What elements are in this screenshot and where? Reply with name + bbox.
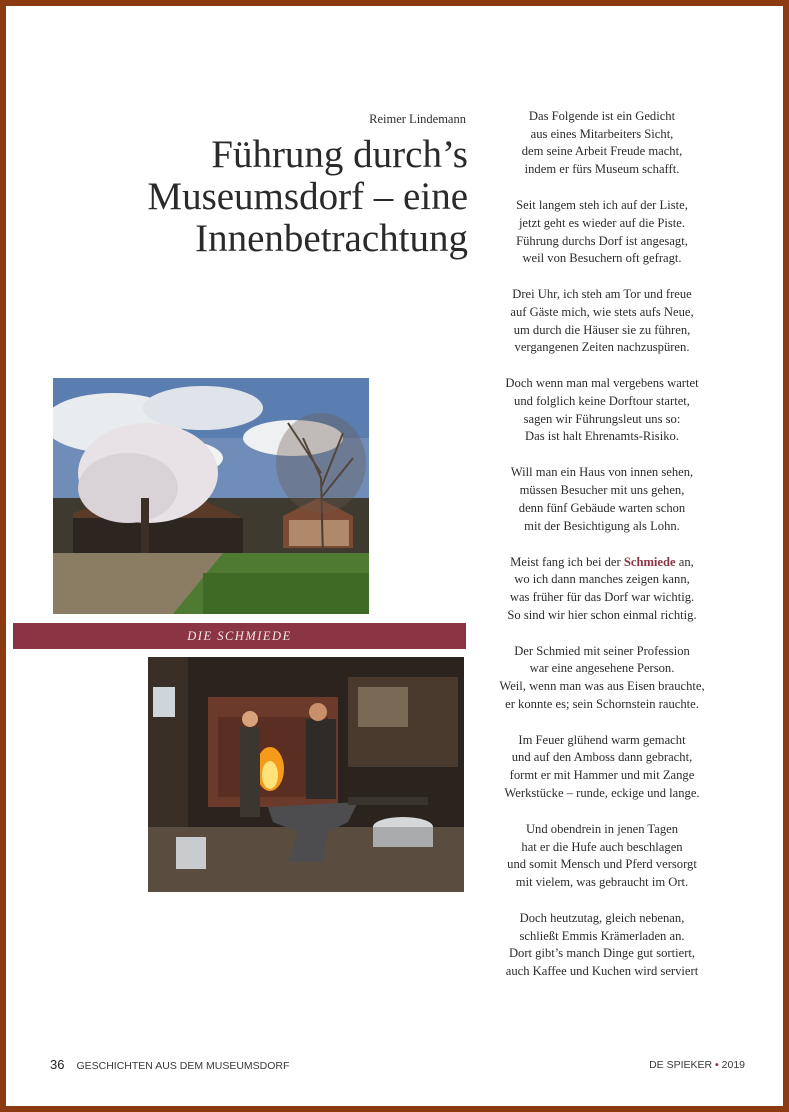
stanza (480, 197, 724, 268)
poem-line: Führung durchs Dorf ist angesagt, (516, 233, 688, 248)
stanza (480, 643, 724, 714)
poem-line: denn fünf Gebäude warten schon (518, 500, 686, 515)
article-title (90, 134, 468, 260)
poem-line (480, 554, 724, 572)
poem-line: mit der Besichtigung als Lohn. (524, 518, 680, 533)
title-line-3: Innenbetrachtung (195, 217, 468, 260)
page-number: 36 (50, 1057, 65, 1072)
poem-line: war eine angesehene Person. (529, 661, 675, 676)
poem-line: wo ich dann manches zeigen kann, (514, 572, 690, 587)
poem-line: jetzt geht es wieder auf die Piste. (518, 215, 686, 230)
stanza (480, 375, 724, 446)
title-line-1: Führung durch’s (211, 133, 468, 176)
poem-line: So sind wir hier schon einmal richtig. (507, 607, 697, 622)
poem-line: Doch heutzutag, gleich nebenan, (519, 910, 685, 925)
poem-line: Doch wenn man mal vergebens wartet (505, 376, 699, 391)
poem-line: formt er mit Hammer und mit Zange (509, 768, 695, 783)
poem-line: Weil, wenn man was aus Eisen brauchte, (499, 679, 705, 694)
poem-line: weil von Besuchern oft gefragt. (522, 251, 682, 266)
stanza (480, 286, 724, 357)
poem-line: Das Folgende ist ein Gedicht (528, 109, 676, 123)
poem-line: Das ist halt Ehrenamts-Risiko. (525, 429, 679, 444)
magazine-name: DE SPIEKER (649, 1059, 713, 1071)
poem-line: um durch die Häuser sie zu führen, (513, 322, 691, 337)
poem-line: mit vielem, was gebraucht im Ort. (515, 874, 689, 889)
separator-dot: • (715, 1059, 719, 1071)
title-line-2: Museumsdorf – eine (147, 175, 468, 218)
caption-bar: DIE SCHMIEDE (13, 623, 466, 649)
section-title: GESCHICHTEN AUS DEM MUSEUMSDORF (76, 1060, 290, 1072)
stanza (480, 910, 724, 981)
poem-line: Seit langem steh ich auf der Liste, (516, 198, 688, 213)
poem-line: Im Feuer glühend warm gemacht (518, 732, 686, 747)
poem-line: auf Gäste mich, wie stets aufs Neue, (510, 304, 694, 319)
highlight-schmiede: Schmiede (623, 554, 676, 569)
poem-line: indem er fürs Museum schafft. (524, 162, 680, 177)
poem (480, 108, 724, 999)
stanza (480, 554, 724, 625)
poem-line: müssen Besucher mit uns gehen, (519, 483, 685, 498)
poem-line: vergangenen Zeiten nachzuspüren. (514, 340, 690, 355)
poem-line: auch Kaffee und Kuchen wird serviert (505, 964, 699, 979)
issue-year: 2019 (721, 1059, 745, 1071)
footer-right (649, 1059, 745, 1071)
stanza (480, 732, 724, 803)
stanza (480, 108, 724, 179)
poem-line: Dort gibt’s manch Dinge gut sortiert, (508, 946, 696, 961)
poem-line: Drei Uhr, ich steh am Tor und freue (512, 287, 692, 302)
poem-line: und somit Mensch und Pferd versorgt (507, 857, 697, 872)
author-name: Reimer Lindemann (369, 112, 466, 126)
poem-line: aus eines Mitarbeiters Sicht, (530, 126, 674, 141)
poem-line: hat er die Hufe auch beschlagen (521, 839, 683, 854)
poem-line: er konnte es; sein Schornstein rauchte. (505, 696, 699, 711)
stanza (480, 821, 724, 892)
line-suffix: an, (675, 554, 694, 569)
poem-line: schließt Emmis Krämerladen an. (519, 928, 685, 943)
poem-line: und folglich keine Dorftour startet, (514, 394, 690, 409)
line-prefix: Meist fang ich bei der (510, 554, 624, 569)
poem-line: dem seine Arbeit Freude macht, (521, 144, 683, 159)
poem-line: was früher für das Dorf war wichtig. (509, 589, 695, 604)
poem-line: und auf den Amboss dann gebracht, (511, 750, 693, 765)
poem-line: Und obendrein in jenen Tagen (525, 821, 679, 836)
footer-left (50, 1057, 289, 1072)
poem-line: Werkstücke – runde, eckige und lange. (504, 785, 700, 800)
village-photo (53, 378, 369, 614)
poem-line: Will man ein Haus von innen sehen, (510, 465, 694, 480)
poem-line: sagen wir Führungsleut uns so: (523, 411, 681, 426)
stanza (480, 464, 724, 535)
poem-line: Der Schmied mit seiner Profession (514, 643, 690, 658)
smithy-photo (148, 657, 464, 892)
